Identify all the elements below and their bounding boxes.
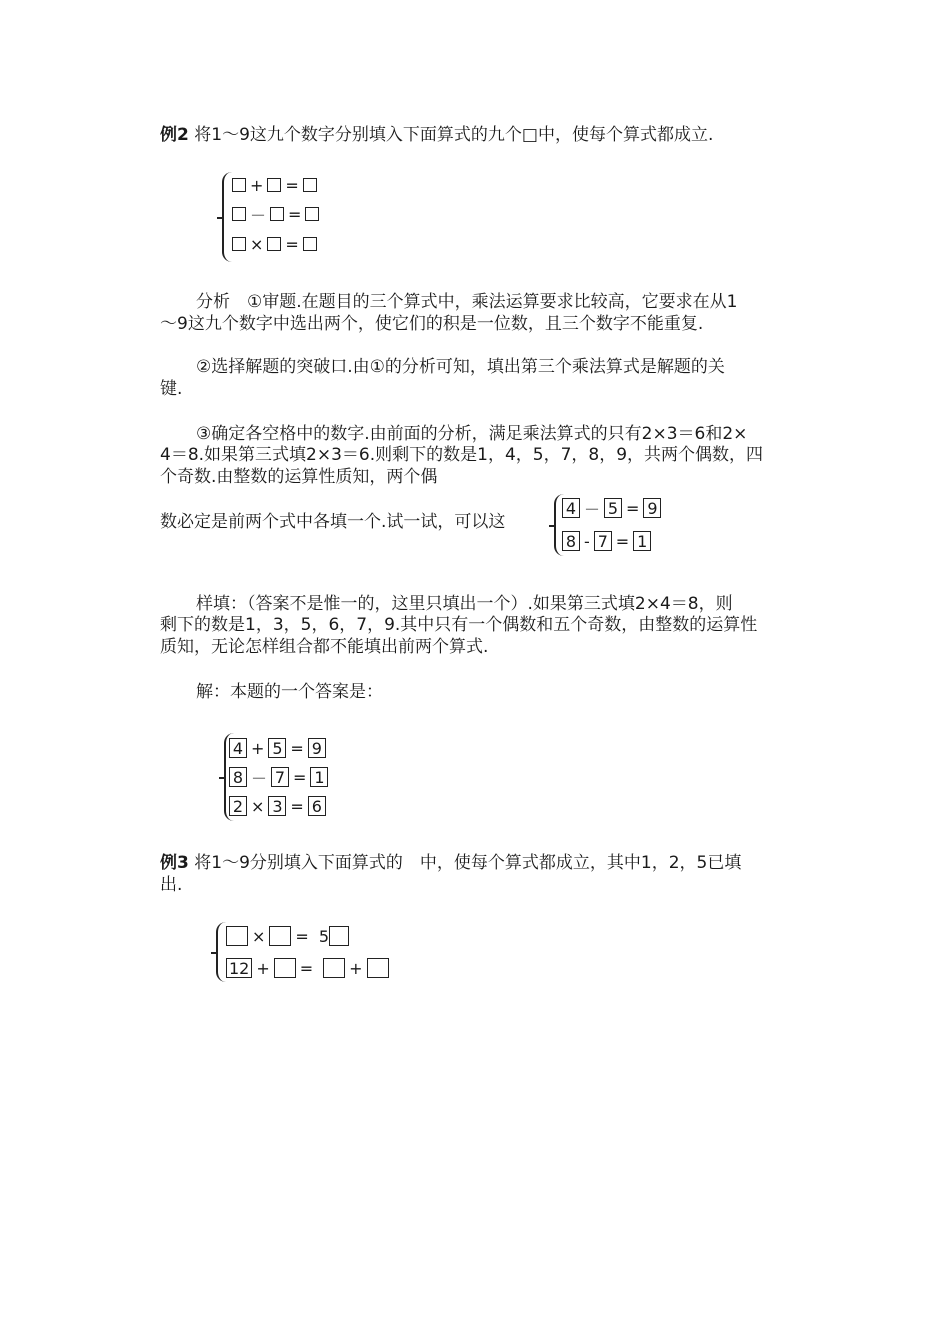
analysis-p3-line2: 4＝8.如果第三式填2×3＝6.则剩下的数是1，4，5，7，8，9，共两个偶数，四	[160, 445, 764, 465]
equals-sign: =	[299, 958, 314, 978]
example-2-text: 将1～9这九个数字分别填入下面算式的九个□中，使每个算式都成立.	[188, 125, 714, 145]
example-3-equation-1	[226, 925, 349, 947]
number-box: 7	[594, 531, 612, 551]
analysis-p3-line1: ③确定各空格中的数字.由前面的分析，满足乘法算式的只有2×3＝6和2×	[196, 424, 748, 444]
operator: ×	[251, 796, 265, 816]
operator: -	[584, 531, 590, 551]
number-box: 7	[271, 767, 289, 787]
equals-sign: =	[290, 796, 304, 816]
analysis-p1-line2: ～9这九个数字中选出两个，使它们的积是一位数，且三个数字不能重复.	[160, 314, 704, 334]
analysis-p2-line2: 键.	[160, 379, 183, 399]
solution-equation-3	[229, 795, 326, 817]
inline-equation-1	[562, 497, 661, 519]
operator: ×	[252, 926, 266, 946]
equals-sign: =	[290, 738, 304, 758]
blank-box	[226, 926, 248, 946]
blank-box	[270, 207, 284, 221]
blank-box	[303, 237, 317, 251]
number-box: 4	[229, 738, 247, 758]
operator: －	[251, 768, 268, 788]
equals-sign: =	[615, 531, 630, 551]
equals-sign: =	[295, 926, 309, 946]
blank-box	[267, 237, 281, 251]
example-3-text-line2: 出.	[160, 875, 183, 895]
blank-equation-1	[232, 174, 317, 196]
blank-box	[269, 926, 291, 946]
blank-equation-2	[232, 203, 319, 225]
number-box: 5	[604, 498, 622, 518]
operator: －	[250, 205, 267, 225]
blank-box	[367, 958, 389, 978]
solution-equation-2	[229, 766, 328, 788]
solution-intro: 解：本题的一个答案是：	[196, 682, 383, 702]
analysis-p2-line1: ②选择解题的突破口.由①的分析可知，填出第三个乘法算式是解题的关	[196, 357, 725, 377]
blank-box	[267, 178, 281, 192]
number-box: 12	[226, 958, 252, 978]
operator: +	[250, 175, 264, 195]
analysis-p3-line4: 数必定是前两个式中各填一个.试一试，可以这	[160, 512, 506, 532]
number-box: 3	[268, 796, 286, 816]
number-box: 9	[643, 498, 661, 518]
blank-box	[303, 178, 317, 192]
blank-box	[329, 926, 349, 946]
blank-box	[305, 207, 319, 221]
number-box: 2	[229, 796, 247, 816]
blank-box	[232, 207, 246, 221]
number-box: 5	[268, 738, 286, 758]
solution-equation-1	[229, 737, 326, 759]
operator: +	[251, 738, 265, 758]
blank-equation-3	[232, 233, 317, 255]
equals-sign: =	[626, 498, 640, 518]
operator: +	[349, 958, 363, 978]
operator: ×	[250, 234, 264, 254]
number-box: 1	[633, 531, 651, 551]
number-box: 8	[562, 531, 580, 551]
example-2-statement	[160, 124, 713, 146]
analysis-p3-line3: 个奇数.由整数的运算性质知，两个偶	[160, 467, 438, 487]
operator: +	[256, 958, 270, 978]
blank-box	[232, 237, 246, 251]
operator: －	[584, 499, 601, 519]
example-3-equation-2	[226, 957, 389, 979]
inline-equation-2	[562, 530, 651, 552]
equals-sign: =	[288, 204, 302, 224]
number-box: 8	[229, 767, 247, 787]
example-2-label: 例2	[160, 125, 189, 145]
blank-box	[274, 958, 296, 978]
number-box: 1	[310, 767, 328, 787]
blank-box	[232, 178, 246, 192]
blank-box	[323, 958, 345, 978]
analysis-p4-line3: 质知，无论怎样组合都不能填出前两个算式.	[160, 637, 489, 657]
brace	[222, 172, 232, 262]
number-box: 9	[308, 738, 326, 758]
given-digit: 5	[318, 926, 329, 946]
brace	[216, 922, 226, 982]
example-3-text: 将1～9分别填入下面算式的 中，使每个算式都成立，其中1，2，5已填	[188, 853, 742, 873]
analysis-p4-line2: 剩下的数是1，3，5，6，7，9.其中只有一个偶数和五个奇数，由整数的运算性	[160, 615, 758, 635]
equals-sign: =	[293, 767, 307, 787]
example-3-statement	[160, 852, 741, 874]
example-3-label: 例3	[160, 853, 189, 873]
analysis-p4-line1: 样填：（答案不是惟一的，这里只填出一个）.如果第三式填2×4＝8，则	[196, 594, 733, 614]
number-box: 4	[562, 498, 580, 518]
equals-sign: =	[285, 175, 299, 195]
number-box: 6	[308, 796, 326, 816]
analysis-p1-line1: 分析 ①审题.在题目的三个算式中，乘法运算要求比较高，它要求在从1	[196, 292, 738, 312]
equals-sign: =	[285, 234, 299, 254]
